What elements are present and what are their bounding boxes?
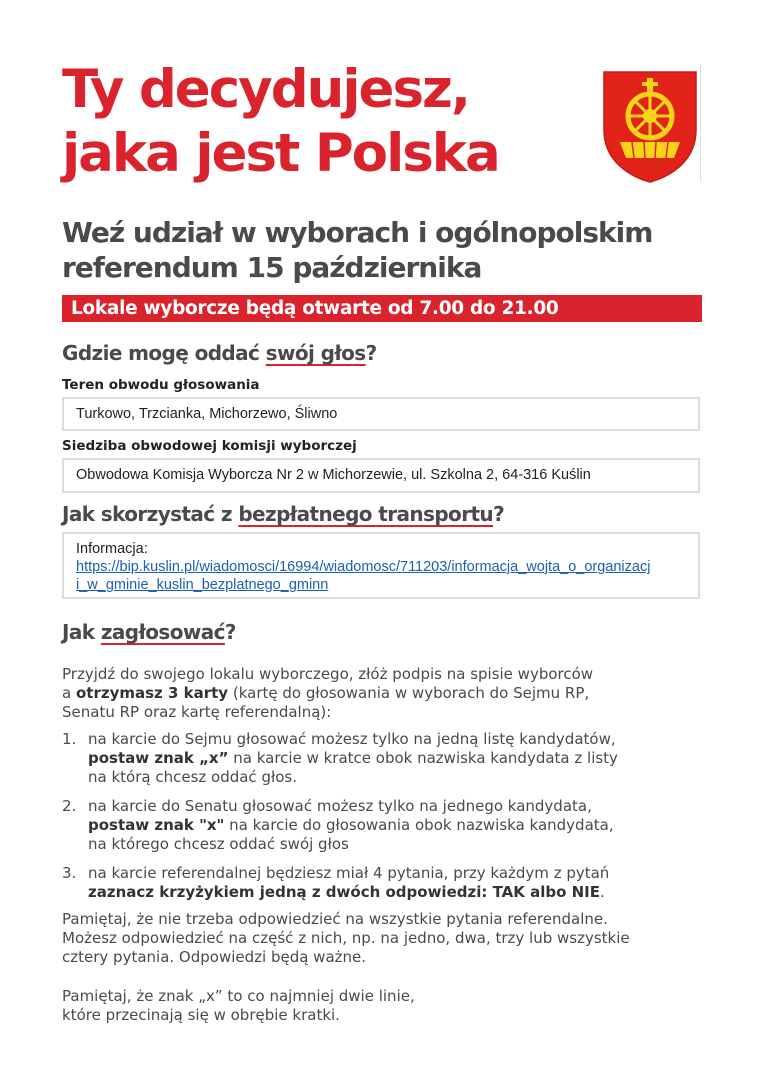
- how-heading-mark: ?: [224, 620, 236, 644]
- step-number: 3.: [62, 864, 77, 882]
- transport-heading-mark: ?: [493, 502, 505, 526]
- intro-line-1: Przyjdź do swojego lokalu wyborczego, złóż podpis na spisie wyborców: [62, 665, 594, 683]
- transport-info-link[interactable]: [76, 559, 650, 593]
- link-line-1: https://bip.kuslin.pl/wiadomosci/16994/wiadomosc/711203/informacja_wojta_o_organizacj: [76, 559, 651, 575]
- list-item: [62, 797, 702, 854]
- how-intro: [62, 665, 702, 722]
- transport-heading-underlined: bezpłatnego transportu: [238, 502, 494, 526]
- step-line-2: na karcie w kratce obok nazwiska kandydata z listy: [228, 749, 618, 767]
- where-heading: [62, 341, 377, 365]
- intro-line-3: Senatu RP oraz kartę referendalną):: [62, 703, 332, 721]
- transport-heading: [62, 502, 504, 526]
- list-item: [62, 730, 702, 787]
- coat-of-arms-icon: [600, 68, 700, 186]
- step-line-3: na którego chcesz oddać swój głos: [88, 835, 349, 853]
- note-answers: [62, 910, 702, 967]
- area-label: Teren obwodu głosowania: [62, 377, 260, 393]
- area-box: [62, 397, 700, 431]
- note-mark: [62, 987, 702, 1025]
- step-number: 2.: [62, 797, 77, 815]
- seat-box: [62, 458, 700, 493]
- voting-steps-list: [62, 730, 702, 902]
- info-label: Informacja:: [76, 541, 148, 557]
- seat-value: Obwodowa Komisja Wyborcza Nr 2 w Michorzewie, ul. Szkolna 2, 64-316 Kuślin: [76, 467, 591, 483]
- step-bold: postaw znak „x”: [88, 749, 229, 767]
- subtitle-line-1: Weź udział w wyborach i ogólnopolskim: [62, 216, 653, 249]
- note2-line-1: Pamiętaj, że znak „x” to co najmniej dwie linie,: [62, 987, 415, 1005]
- main-title: [62, 58, 582, 186]
- note1-line-3: cztery pytania. Odpowiedzi będą ważne.: [62, 948, 367, 966]
- crest-divider: [700, 64, 701, 182]
- list-item: [62, 864, 702, 902]
- title-line-1: Ty decydujesz,: [62, 59, 470, 120]
- step-line-2: .: [600, 883, 605, 901]
- link-line-2: i_w_gminie_kuslin_bezplatnego_gminn: [76, 577, 329, 593]
- how-heading-text: Jak: [62, 620, 101, 644]
- transport-heading-text: Jak skorzystać z: [62, 502, 239, 526]
- how-heading-underlined: zagłosować: [100, 620, 225, 644]
- step-line-1: na karcie do Sejmu głosować możesz tylko na jedną listę kandydatów,: [88, 730, 616, 748]
- note1-line-1: Pamiętaj, że nie trzeba odpowiedzieć na wszystkie pytania referendalne.: [62, 910, 608, 928]
- subtitle: [62, 215, 712, 285]
- step-line-1: na karcie referendalnej będziesz miał 4 pytania, przy każdym z pytań: [88, 864, 610, 882]
- step-line-3: na którą chcesz oddać głos.: [88, 768, 297, 786]
- opening-hours-banner: Lokale wyborcze będą otwarte od 7.00 do 21.00: [62, 295, 702, 322]
- step-line-2: na karcie do głosowania obok nazwiska kandydata,: [224, 816, 614, 834]
- note1-line-2: Możesz odpowiedzieć na część z nich, np. na jedno, dwa, trzy lub wszystkie: [62, 929, 630, 947]
- seat-label: Siedziba obwodowej komisji wyborczej: [62, 438, 357, 454]
- area-value: Turkowo, Trzcianka, Michorzewo, Śliwno: [76, 406, 338, 422]
- where-heading-underlined: swój głos: [265, 341, 366, 365]
- intro-line-2c: (kartę do głosowania w wyborach do Sejmu RP,: [228, 684, 590, 702]
- transport-info-box: [62, 532, 700, 599]
- title-line-2: jaka jest Polska: [62, 123, 499, 184]
- intro-bold: otrzymasz 3 karty: [75, 684, 229, 702]
- note2-line-2: które przecinają się w obrębie kratki.: [62, 1006, 340, 1024]
- step-bold: zaznacz krzyżykiem jedną z dwóch odpowiedzi: TAK albo NIE: [88, 883, 600, 901]
- intro-line-2a: a: [62, 684, 76, 702]
- where-heading-text: Gdzie mogę oddać: [62, 341, 266, 365]
- step-number: 1.: [62, 730, 77, 748]
- where-heading-mark: ?: [365, 341, 377, 365]
- subtitle-line-2: referendum 15 października: [62, 251, 482, 284]
- how-heading: [62, 620, 236, 644]
- step-line-1: na karcie do Senatu głosować możesz tylko na jednego kandydata,: [88, 797, 592, 815]
- step-bold: postaw znak "x": [88, 816, 225, 834]
